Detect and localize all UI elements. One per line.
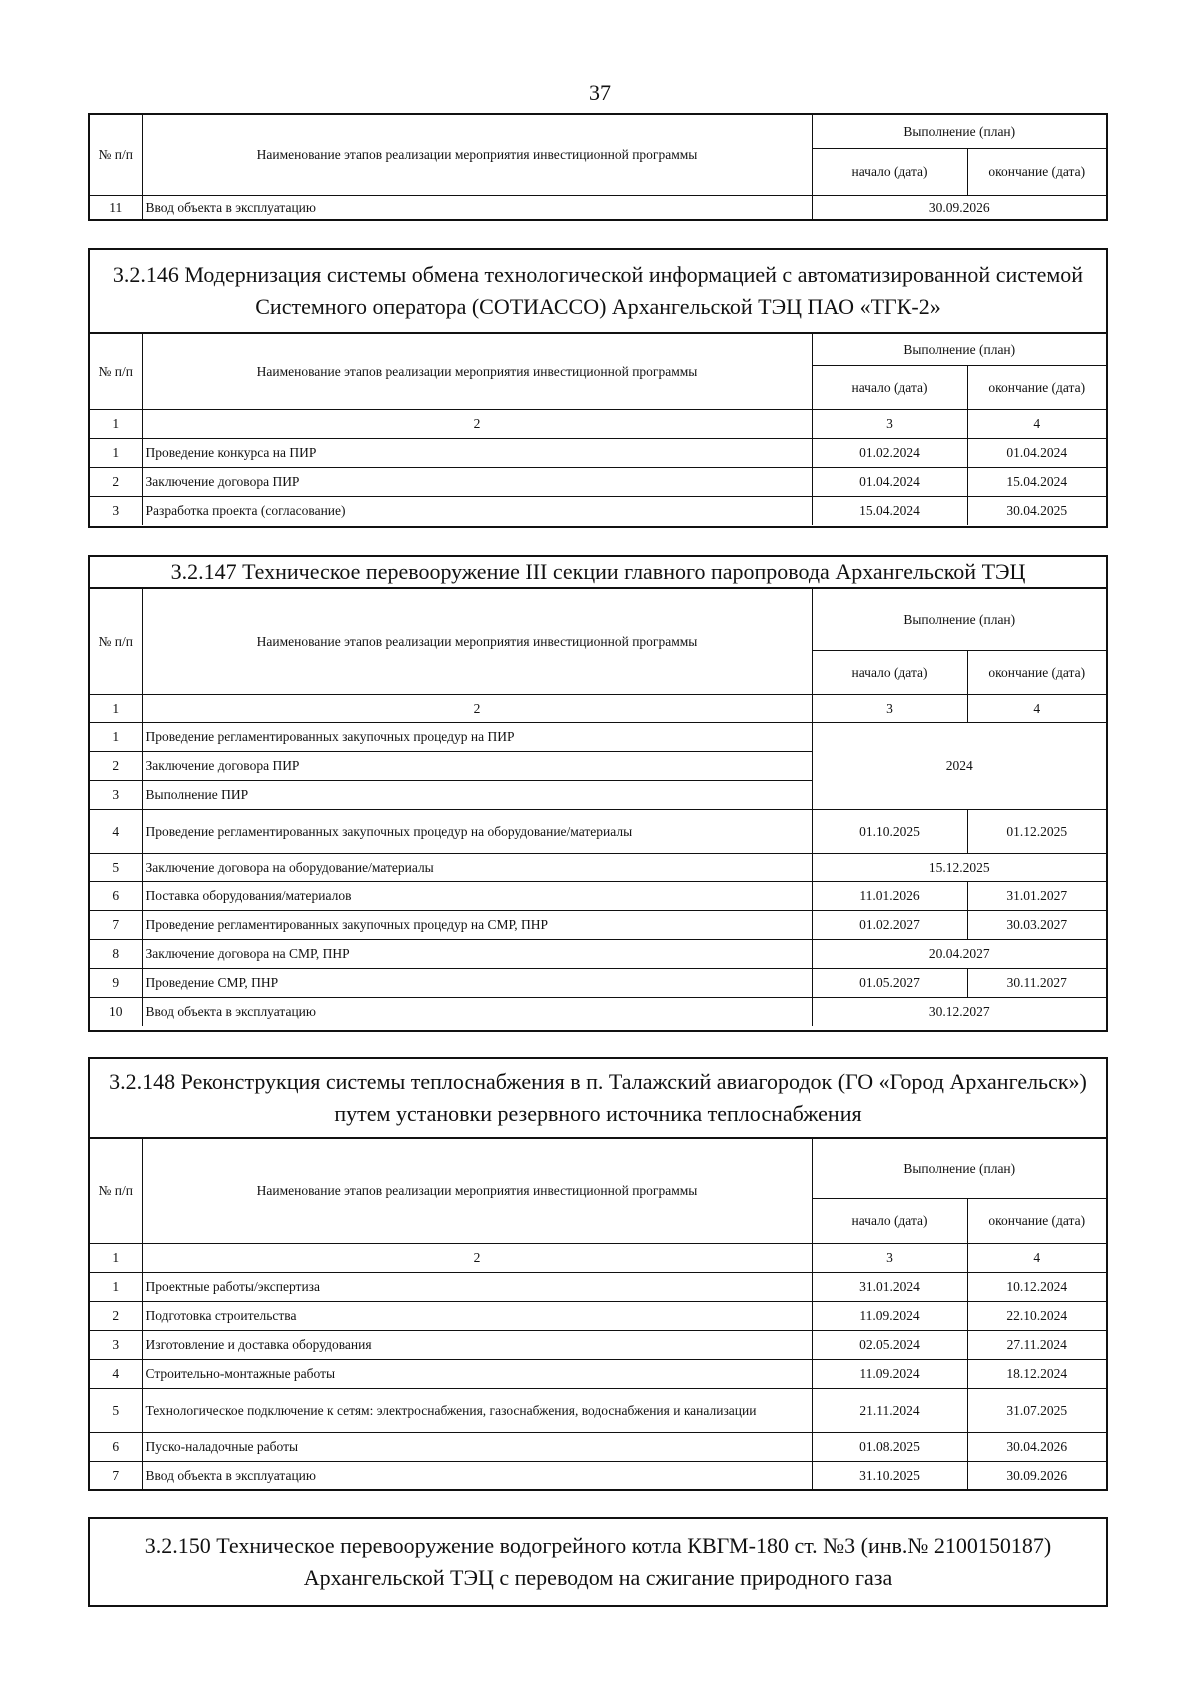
row-num: 9: [90, 968, 142, 997]
index-cell: 2: [142, 694, 812, 722]
index-cell: 4: [967, 409, 1106, 438]
row-end: 30.03.2027: [967, 910, 1106, 939]
header-num: № п/п: [90, 589, 142, 694]
row-name: Разработка проекта (согласование): [142, 496, 812, 525]
index-cell: 1: [90, 409, 142, 438]
row-num: 2: [90, 1301, 142, 1330]
table-row: [90, 1461, 1106, 1490]
row-num: 6: [90, 881, 142, 910]
table-row: [90, 1272, 1106, 1301]
table-row: [90, 496, 1106, 525]
header-num: № п/п: [90, 115, 142, 195]
row-name: Пуско-наладочные работы: [142, 1432, 812, 1461]
row-num: 3: [90, 496, 142, 525]
row-end: 30.09.2026: [967, 1461, 1106, 1490]
row-end: 01.12.2025: [967, 809, 1106, 853]
table-row: [90, 438, 1106, 467]
merged-year: 2024: [812, 722, 1106, 809]
row-num: 2: [90, 467, 142, 496]
row-start: 15.04.2024: [812, 496, 967, 525]
row-merged-date: 30.12.2027: [812, 997, 1106, 1026]
row-start: 21.11.2024: [812, 1388, 967, 1432]
header-exec: Выполнение (план): [812, 1139, 1106, 1198]
row-name: Поставка оборудования/материалов: [142, 881, 812, 910]
header-name: Наименование этапов реализации мероприятия инвестиционной программы: [142, 589, 812, 694]
row-num: 4: [90, 1359, 142, 1388]
row-name: Заключение договора ПИР: [142, 467, 812, 496]
index-cell: 3: [812, 1243, 967, 1272]
row-merged-date: 15.12.2025: [812, 853, 1106, 881]
section-3-2-148: [88, 1057, 1108, 1491]
row-num: 1: [90, 722, 142, 751]
table-row: [90, 853, 1106, 881]
row-name: Ввод объекта в эксплуатацию: [142, 1461, 812, 1490]
index-row: [90, 409, 1106, 438]
header-end: окончание (дата): [967, 365, 1106, 409]
row-start: 31.10.2025: [812, 1461, 967, 1490]
row-end: 30.11.2027: [967, 968, 1106, 997]
row-start: 01.10.2025: [812, 809, 967, 853]
header-num: № п/п: [90, 1139, 142, 1243]
index-cell: 4: [967, 694, 1106, 722]
row-name: Проведение регламентированных закупочных процедур на СМР, ПНР: [142, 910, 812, 939]
row-name: Технологическое подключение к сетям: электроснабжения, газоснабжения, водоснабжения и канализации: [142, 1388, 812, 1432]
row-num: 6: [90, 1432, 142, 1461]
row-merged-date: 20.04.2027: [812, 939, 1106, 968]
section-3-2-146: [88, 248, 1108, 528]
header-exec: Выполнение (план): [812, 589, 1106, 650]
section-title: 3.2.146 Модернизация системы обмена технологической информацией с автоматизированной системой Системного оператора (СОТИАССО) Архангельской ТЭЦ ПАО «ТГК-2»: [90, 250, 1106, 334]
header-exec: Выполнение (план): [812, 115, 1106, 148]
section-title: 3.2.150 Техническое перевооружение водогрейного котла КВГМ-180 ст. №3 (инв.№ 2100150187) Архангельской ТЭЦ с переводом на сжигание природного газа: [144, 1533, 1052, 1590]
row-num: 5: [90, 1388, 142, 1432]
row-start: 01.02.2024: [812, 438, 967, 467]
continuation-table: [88, 113, 1108, 221]
table-row: [90, 1432, 1106, 1461]
header-start: начало (дата): [812, 1198, 967, 1243]
row-end: 30.04.2026: [967, 1432, 1106, 1461]
row-name: Изготовление и доставка оборудования: [142, 1330, 812, 1359]
table-row: [90, 881, 1106, 910]
row-name: Ввод объекта в эксплуатацию: [142, 195, 812, 219]
row-start: 01.05.2027: [812, 968, 967, 997]
row-end: 27.11.2024: [967, 1330, 1106, 1359]
row-name: Заключение договора на СМР, ПНР: [142, 939, 812, 968]
row-end: 31.01.2027: [967, 881, 1106, 910]
table-row: [90, 1388, 1106, 1432]
row-end: 15.04.2024: [967, 467, 1106, 496]
section-3-2-147: [88, 555, 1108, 1032]
header-name: Наименование этапов реализации мероприятия инвестиционной программы: [142, 334, 812, 409]
row-num: 1: [90, 438, 142, 467]
row-name: Ввод объекта в эксплуатацию: [142, 997, 812, 1026]
row-name: Проведение конкурса на ПИР: [142, 438, 812, 467]
row-name: Проведение регламентированных закупочных процедур на ПИР: [142, 722, 812, 751]
section-3-2-150: [88, 1517, 1108, 1607]
row-end: 22.10.2024: [967, 1301, 1106, 1330]
row-start: 11.01.2026: [812, 881, 967, 910]
row-start: 11.09.2024: [812, 1359, 967, 1388]
row-num: 3: [90, 780, 142, 809]
table-row: [90, 467, 1106, 496]
table-row: [90, 809, 1106, 853]
index-cell: 3: [812, 409, 967, 438]
index-cell: 3: [812, 694, 967, 722]
header-end: окончание (дата): [967, 148, 1106, 195]
index-cell: 2: [142, 1243, 812, 1272]
header-end: окончание (дата): [967, 1198, 1106, 1243]
table-row: [90, 195, 1106, 219]
row-num: 10: [90, 997, 142, 1026]
index-cell: 1: [90, 694, 142, 722]
table-row: [90, 1330, 1106, 1359]
table-row: [90, 939, 1106, 968]
row-name: Проведение регламентированных закупочных процедур на оборудование/материалы: [142, 809, 812, 853]
section-title: 3.2.148 Реконструкция системы теплоснабжения в п. Талажский авиагородок (ГО «Город Архангельск») путем установки резервного источника теплоснабжения: [90, 1059, 1106, 1139]
row-num: 7: [90, 910, 142, 939]
row-name: Строительно-монтажные работы: [142, 1359, 812, 1388]
section-title: 3.2.147 Техническое перевооружение III секции главного паропровода Архангельской ТЭЦ: [90, 557, 1106, 589]
header-start: начало (дата): [812, 650, 967, 694]
page-number: 37: [589, 80, 611, 105]
index-row: [90, 694, 1106, 722]
row-end: 18.12.2024: [967, 1359, 1106, 1388]
row-num: 4: [90, 809, 142, 853]
row-num: 3: [90, 1330, 142, 1359]
row-num: 2: [90, 751, 142, 780]
index-row: [90, 1243, 1106, 1272]
table-row: [90, 1359, 1106, 1388]
header-name: Наименование этапов реализации мероприятия инвестиционной программы: [142, 1139, 812, 1243]
index-cell: 2: [142, 409, 812, 438]
header-name: Наименование этапов реализации мероприятия инвестиционной программы: [142, 115, 812, 195]
row-merged-date: 30.09.2026: [812, 195, 1106, 219]
row-name: Подготовка строительства: [142, 1301, 812, 1330]
row-name: Заключение договора на оборудование/материалы: [142, 853, 812, 881]
table-row: [90, 997, 1106, 1026]
row-end: 10.12.2024: [967, 1272, 1106, 1301]
header-start: начало (дата): [812, 148, 967, 195]
row-num: 11: [90, 195, 142, 219]
table-row: [90, 722, 1106, 751]
row-end: 31.07.2025: [967, 1388, 1106, 1432]
header-num: № п/п: [90, 334, 142, 409]
row-start: 31.01.2024: [812, 1272, 967, 1301]
row-end: 30.04.2025: [967, 496, 1106, 525]
header-exec: Выполнение (план): [812, 334, 1106, 365]
table-row: [90, 910, 1106, 939]
row-start: 01.02.2027: [812, 910, 967, 939]
header-start: начало (дата): [812, 365, 967, 409]
row-start: 01.04.2024: [812, 467, 967, 496]
row-num: 5: [90, 853, 142, 881]
row-start: 02.05.2024: [812, 1330, 967, 1359]
row-name: Проведение СМР, ПНР: [142, 968, 812, 997]
row-start: 11.09.2024: [812, 1301, 967, 1330]
row-name: Заключение договора ПИР: [142, 751, 812, 780]
header-end: окончание (дата): [967, 650, 1106, 694]
row-start: 01.08.2025: [812, 1432, 967, 1461]
table-row: [90, 1301, 1106, 1330]
table-row: [90, 968, 1106, 997]
row-name: Проектные работы/экспертиза: [142, 1272, 812, 1301]
row-num: 8: [90, 939, 142, 968]
row-name: Выполнение ПИР: [142, 780, 812, 809]
row-num: 1: [90, 1272, 142, 1301]
row-end: 01.04.2024: [967, 438, 1106, 467]
index-cell: 1: [90, 1243, 142, 1272]
index-cell: 4: [967, 1243, 1106, 1272]
row-num: 7: [90, 1461, 142, 1490]
